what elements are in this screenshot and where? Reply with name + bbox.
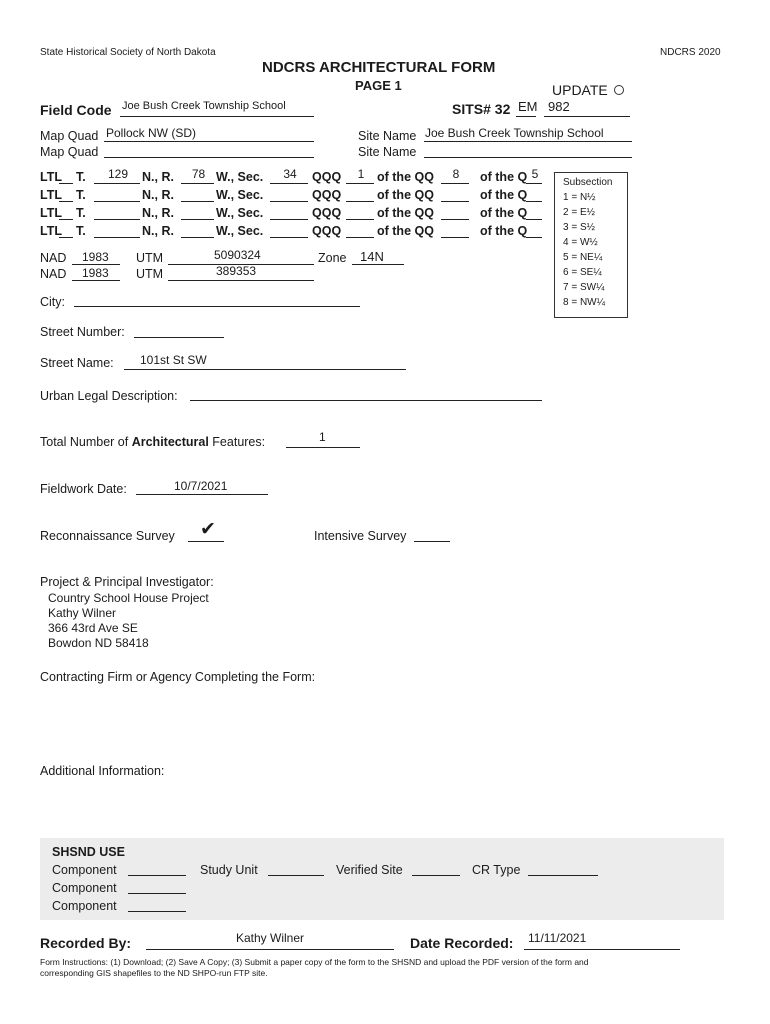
site-name-value-1[interactable]: Joe Bush Creek Township School [425,126,604,140]
ltl-qqq-input-3[interactable] [346,219,374,220]
ltl-qq-input-4[interactable] [441,237,469,238]
ltl-qqq-label-1: QQQ [312,170,342,184]
ltl-sec-input-1[interactable] [270,183,308,184]
component-label-1: Component [52,863,117,877]
subsection-item-2: 2 = E½ [563,207,595,218]
ltl-r-input-1[interactable] [181,183,214,184]
ltl-n-r-label-2: N., R. [142,188,174,202]
cr-type-label: CR Type [472,863,521,877]
ltl-qq-input-3[interactable] [441,219,469,220]
page-number: PAGE 1 [355,78,402,93]
ltl-t-value-1: 129 [107,167,129,181]
features-label: Total Number of Architectural Features: [40,435,266,449]
ltl-sec-input-2[interactable] [270,201,308,202]
component-input-2[interactable] [128,893,186,894]
map-quad-label-1: Map Quad [40,129,99,143]
subsection-item-5: 5 = NE¼ [563,252,603,263]
field-code-underline [120,116,314,117]
ltl-t-label-1: T. [76,170,86,184]
sits-prefix-underline [516,116,536,117]
ltl-t-input-3[interactable] [94,219,140,220]
ltl-q-value-1: 5 [531,167,539,181]
date-recorded-underline [524,949,680,950]
ltl-qqq-label-4: QQQ [312,224,342,238]
sits-prefix[interactable]: EM [518,99,538,114]
ltl-prefix-input-2[interactable] [59,201,73,202]
ltl-qqq-input-1[interactable] [346,183,374,184]
site-name-label-2: Site Name [358,145,417,159]
ltl-r-input-2[interactable] [181,201,214,202]
recorded-by-label: Recorded By: [40,935,132,951]
map-quad-value-1[interactable]: Pollock NW (SD) [106,126,197,140]
update-label: UPDATE [552,82,624,98]
subsection-item-1: 1 = N½ [563,192,596,203]
city-label: City: [40,295,65,309]
ltl-t-label-2: T. [76,188,86,202]
org-name: State Historical Society of North Dakota [40,47,216,58]
map-quad-underline-2[interactable] [104,157,314,158]
nad-label-1: NAD [40,251,67,265]
ltl-n-r-label-4: N., R. [142,224,174,238]
recon-survey-label: Reconnaissance Survey [40,529,175,543]
verified-site-label: Verified Site [336,863,403,877]
investigator-line-2: Kathy Wilner [48,606,117,620]
additional-info-label: Additional Information: [40,764,165,778]
ltl-sec-input-4[interactable] [270,237,308,238]
ltl-r-input-4[interactable] [181,237,214,238]
ltl-n-r-label-1: N., R. [142,170,174,184]
street-name-value[interactable]: 101st St SW [140,353,207,367]
form-code: NDCRS 2020 [660,47,721,58]
utm-label-1: UTM [136,251,164,265]
form-instructions-line-1: Form Instructions: (1) Download; (2) Save A Copy; (3) Submit a paper copy of the form to the SHSND and upload the PDF version of the form and [40,957,589,967]
nad-year-underline-2 [72,280,120,281]
ltl-q-input-3[interactable] [526,219,542,220]
ltl-ltl-label-3: LTL [40,206,62,220]
study-unit-input[interactable] [268,875,324,876]
ltl-of-qq-label-4: of the QQ [377,224,434,238]
recorded-by-underline [146,949,394,950]
ltl-q-input-4[interactable] [526,237,542,238]
ltl-of-qq-label-1: of the QQ [377,170,434,184]
ltl-qqq-label-3: QQQ [312,206,342,220]
shsnd-title: SHSND USE [52,845,125,859]
form-title: NDCRS ARCHITECTURAL FORM [262,59,496,76]
component-input-1[interactable] [128,875,186,876]
sits-number-underline [544,116,630,117]
ltl-prefix-input-1[interactable] [59,183,73,184]
ltl-qq-value-1: 8 [452,167,460,181]
ltl-of-q-label-2: of the Q [480,188,528,202]
ltl-of-qq-label-2: of the QQ [377,188,434,202]
ltl-w-sec-label-4: W., Sec. [216,224,264,238]
field-code-value[interactable]: Joe Bush Creek Township School [122,100,286,112]
contracting-input[interactable] [40,688,730,748]
component-label-2: Component [52,881,117,895]
ltl-qqq-value-1: 1 [357,167,365,181]
ltl-of-q-label-1: of the Q [480,170,528,184]
nad-label-2: NAD [40,267,67,281]
intensive-survey-label: Intensive Survey [314,529,407,543]
verified-site-input[interactable] [412,875,460,876]
utm-value-1[interactable]: 5090324 [214,248,261,262]
ltl-qq-input-1[interactable] [441,183,469,184]
study-unit-label: Study Unit [200,863,258,877]
cr-type-input[interactable] [528,875,598,876]
ltl-qqq-input-2[interactable] [346,201,374,202]
component-label-3: Component [52,899,117,913]
map-quad-underline-1 [104,141,314,142]
subsection-item-8: 8 = NW¼ [563,297,605,308]
zone-label: Zone [318,251,347,265]
ltl-t-input-2[interactable] [94,201,140,202]
ltl-q-input-1[interactable] [526,183,542,184]
nad-year-2[interactable]: 1983 [82,266,109,280]
additional-info-input[interactable] [40,782,730,832]
ltl-n-r-label-3: N., R. [142,206,174,220]
subsection-item-4: 4 = W½ [563,237,598,248]
subsection-legend [554,172,628,318]
sits-number[interactable]: 982 [548,99,570,114]
field-code-label: Field Code [40,102,112,118]
ltl-r-input-3[interactable] [181,219,214,220]
subsection-item-3: 3 = S½ [563,222,595,233]
ltl-w-sec-label-1: W., Sec. [216,170,264,184]
features-underline [286,447,360,448]
zone-value[interactable]: 14N [360,249,384,264]
ltl-t-label-3: T. [76,206,86,220]
ltl-of-qq-label-3: of the QQ [377,206,434,220]
investigator-line-3: 366 43rd Ave SE [48,621,138,635]
ltl-t-input-4[interactable] [94,237,140,238]
fieldwork-date-value[interactable]: 10/7/2021 [174,479,228,493]
ltl-w-sec-label-3: W., Sec. [216,206,264,220]
date-recorded-value[interactable]: 11/11/2021 [528,931,587,945]
ltl-prefix-input-3[interactable] [59,219,73,220]
street-number-label: Street Number: [40,325,125,339]
fieldwork-date-underline [136,494,268,495]
investigator-line-1: Country School House Project [48,591,209,605]
zone-underline [352,264,404,265]
nad-year-1[interactable]: 1983 [82,250,109,264]
recon-survey-checkmark[interactable]: ✔ [200,519,216,540]
city-input[interactable] [74,306,360,307]
site-name-label-1: Site Name [358,129,417,143]
features-value[interactable]: 1 [319,430,326,444]
utm-label-2: UTM [136,267,164,281]
investigator-block[interactable] [48,591,209,651]
subsection-item-6: 6 = SE¼ [563,267,602,278]
site-name-underline-2[interactable] [424,157,632,158]
nad-year-underline-1 [72,264,120,265]
sits-label: SITS# 32 [452,101,511,117]
ltl-qqq-label-2: QQQ [312,188,342,202]
site-name-underline-1 [424,141,632,142]
ltl-t-input-1[interactable] [94,183,140,184]
ltl-qq-input-2[interactable] [441,201,469,202]
ltl-prefix-input-4[interactable] [59,237,73,238]
ltl-sec-value-1: 34 [283,167,297,181]
street-number-input[interactable] [134,337,224,338]
component-input-3[interactable] [128,911,186,912]
ltl-r-value-1: 78 [191,167,206,181]
ltl-qqq-input-4[interactable] [346,237,374,238]
date-recorded-label: Date Recorded: [410,935,514,951]
urban-legal-input[interactable] [190,400,542,401]
utm-value-2[interactable]: 389353 [216,264,257,278]
form-instructions [40,957,589,979]
utm-underline-2 [168,280,314,281]
investigator-label: Project & Principal Investigator: [40,575,214,589]
ltl-of-q-label-3: of the Q [480,206,528,220]
shsnd-use-box [40,838,724,920]
ltl-ltl-label-2: LTL [40,188,62,202]
contracting-label: Contracting Firm or Agency Completing the Form: [40,670,316,684]
street-name-underline [124,369,406,370]
street-name-label: Street Name: [40,356,114,370]
intensive-survey-input[interactable] [414,541,450,542]
ltl-of-q-label-4: of the Q [480,224,528,238]
ltl-q-input-2[interactable] [526,201,542,202]
form-instructions-line-2: corresponding GIS shapefiles to the ND SHPO-run FTP site. [40,968,268,978]
recorded-by-value[interactable]: Kathy Wilner [236,931,305,945]
ltl-t-label-4: T. [76,224,86,238]
investigator-line-4: Bowdon ND 58418 [48,636,149,650]
ltl-sec-input-3[interactable] [270,219,308,220]
urban-legal-label: Urban Legal Description: [40,389,178,403]
ltl-ltl-label-1: LTL [40,170,62,184]
recon-survey-underline [188,541,224,542]
ltl-w-sec-label-2: W., Sec. [216,188,264,202]
update-checkbox[interactable] [614,85,624,95]
subsection-title: Subsection [563,177,613,188]
fieldwork-date-label: Fieldwork Date: [40,482,127,496]
ltl-ltl-label-4: LTL [40,224,62,238]
subsection-item-7: 7 = SW¼ [563,282,605,293]
map-quad-label-2: Map Quad [40,145,99,159]
